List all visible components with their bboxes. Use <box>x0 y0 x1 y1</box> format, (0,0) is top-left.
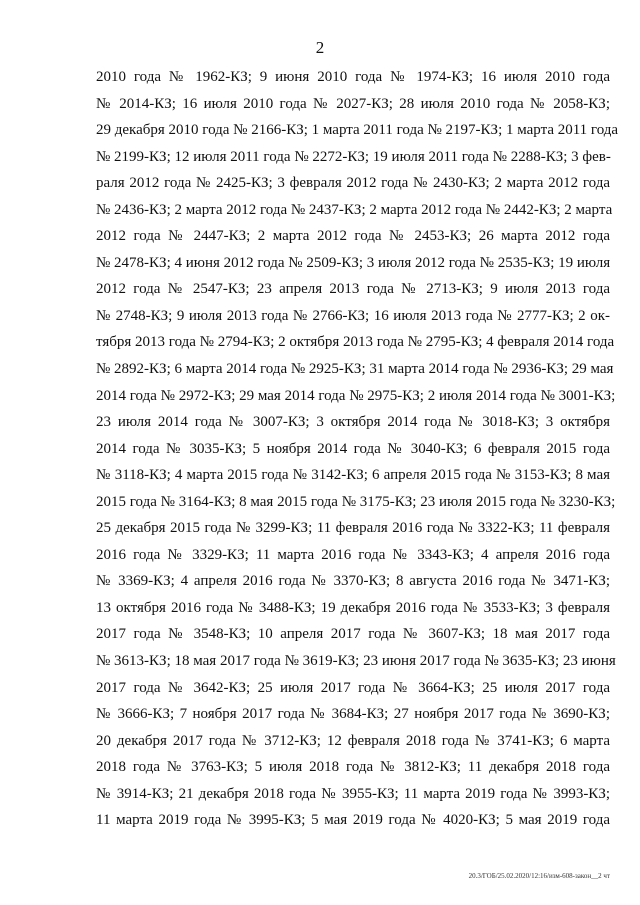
text-line: 2015 года № 3164-КЗ; 8 мая 2015 года № 3175-КЗ; 23 июля 2015 года № 3230-КЗ; <box>96 493 616 510</box>
text-line: 2014 года № 3035-КЗ; 5 ноября 2014 года № 3040-КЗ; 6 февраля 2015 года <box>96 440 610 457</box>
text-line: № 3914-КЗ; 21 декабря 2018 года № 3955-КЗ; 11 марта 2019 года № 3993-КЗ; <box>96 785 610 802</box>
text-line: 2012 года № 2547-КЗ; 23 апреля 2013 года № 2713-КЗ; 9 июля 2013 года <box>96 281 610 298</box>
text-line: 2016 года № 3329-КЗ; 11 марта 2016 года № 3343-КЗ; 4 апреля 2016 года <box>96 546 610 563</box>
text-line: № 3118-КЗ; 4 марта 2015 года № 3142-КЗ; 6 апреля 2015 года № 3153-КЗ; 8 мая <box>96 467 610 484</box>
body-text <box>96 64 619 834</box>
text-line: 2018 года № 3763-КЗ; 5 июля 2018 года № 3812-КЗ; 11 декабря 2018 года <box>96 759 610 776</box>
text-line: 2012 года № 2447-КЗ; 2 марта 2012 года № 2453-КЗ; 26 марта 2012 года <box>96 228 610 245</box>
text-line: 23 июля 2014 года № 3007-КЗ; 3 октября 2014 года № 3018-КЗ; 3 октября <box>96 414 610 431</box>
text-line: № 3666-КЗ; 7 ноября 2017 года № 3684-КЗ; 27 ноября 2017 года № 3690-КЗ; <box>96 706 610 723</box>
footer-document-code: 20.3/ГОБ/25.02.2020/12:16/изм-608-закон__2 чт <box>468 872 610 880</box>
text-line: раля 2012 года № 2425-КЗ; 3 февраля 2012 года № 2430-КЗ; 2 марта 2012 года <box>96 175 610 192</box>
text-line: тября 2013 года № 2794-КЗ; 2 октября 2013 года № 2795-КЗ; 4 февраля 2014 года <box>96 334 615 351</box>
text-line: 25 декабря 2015 года № 3299-КЗ; 11 февраля 2016 года № 3322-КЗ; 11 февраля <box>96 520 610 537</box>
text-line: № 2478-КЗ; 4 июня 2012 года № 2509-КЗ; 3 июля 2012 года № 2535-КЗ; 19 июля <box>96 254 611 271</box>
text-line: 29 декабря 2010 года № 2166-КЗ; 1 марта 2011 года № 2197-КЗ; 1 марта 2011 года <box>96 122 619 139</box>
text-line: № 2199-КЗ; 12 июля 2011 года № 2272-КЗ; 19 июля 2011 года № 2288-КЗ; 3 фев- <box>96 148 611 165</box>
text-line: 2017 года № 3548-КЗ; 10 апреля 2017 года № 3607-КЗ; 18 мая 2017 года <box>96 626 610 643</box>
text-line: 11 марта 2019 года № 3995-КЗ; 5 мая 2019 года № 4020-КЗ; 5 мая 2019 года <box>96 812 610 829</box>
text-line: 13 октября 2016 года № 3488-КЗ; 19 декабря 2016 года № 3533-КЗ; 3 февраля <box>96 599 610 616</box>
text-line: № 3613-КЗ; 18 мая 2017 года № 3619-КЗ; 23 июня 2017 года № 3635-КЗ; 23 июня <box>96 653 616 670</box>
text-line: № 2014-КЗ; 16 июля 2010 года № 2027-КЗ; 28 июля 2010 года № 2058-КЗ; <box>96 95 610 112</box>
page-number: 2 <box>315 38 325 57</box>
text-line: 2017 года № 3642-КЗ; 25 июля 2017 года № 3664-КЗ; 25 июля 2017 года <box>96 679 610 696</box>
text-line: № 2892-КЗ; 6 марта 2014 года № 2925-КЗ; 31 марта 2014 года № 2936-КЗ; 29 мая <box>96 361 614 378</box>
text-line: 20 декабря 2017 года № 3712-КЗ; 12 февраля 2018 года № 3741-КЗ; 6 марта <box>96 732 610 749</box>
text-line: 2010 года № 1962-КЗ; 9 июня 2010 года № 1974-КЗ; 16 июля 2010 года <box>96 69 610 85</box>
text-line: № 2748-КЗ; 9 июля 2013 года № 2766-КЗ; 16 июля 2013 года № 2777-КЗ; 2 ок- <box>96 307 610 324</box>
text-line: № 3369-КЗ; 4 апреля 2016 года № 3370-КЗ; 8 августа 2016 года № 3471-КЗ; <box>96 573 610 590</box>
text-line: 2014 года № 2972-КЗ; 29 мая 2014 года № 2975-КЗ; 2 июля 2014 года № 3001-КЗ; <box>96 387 616 404</box>
text-line: № 2436-КЗ; 2 марта 2012 года № 2437-КЗ; 2 марта 2012 года № 2442-КЗ; 2 марта <box>96 201 613 218</box>
